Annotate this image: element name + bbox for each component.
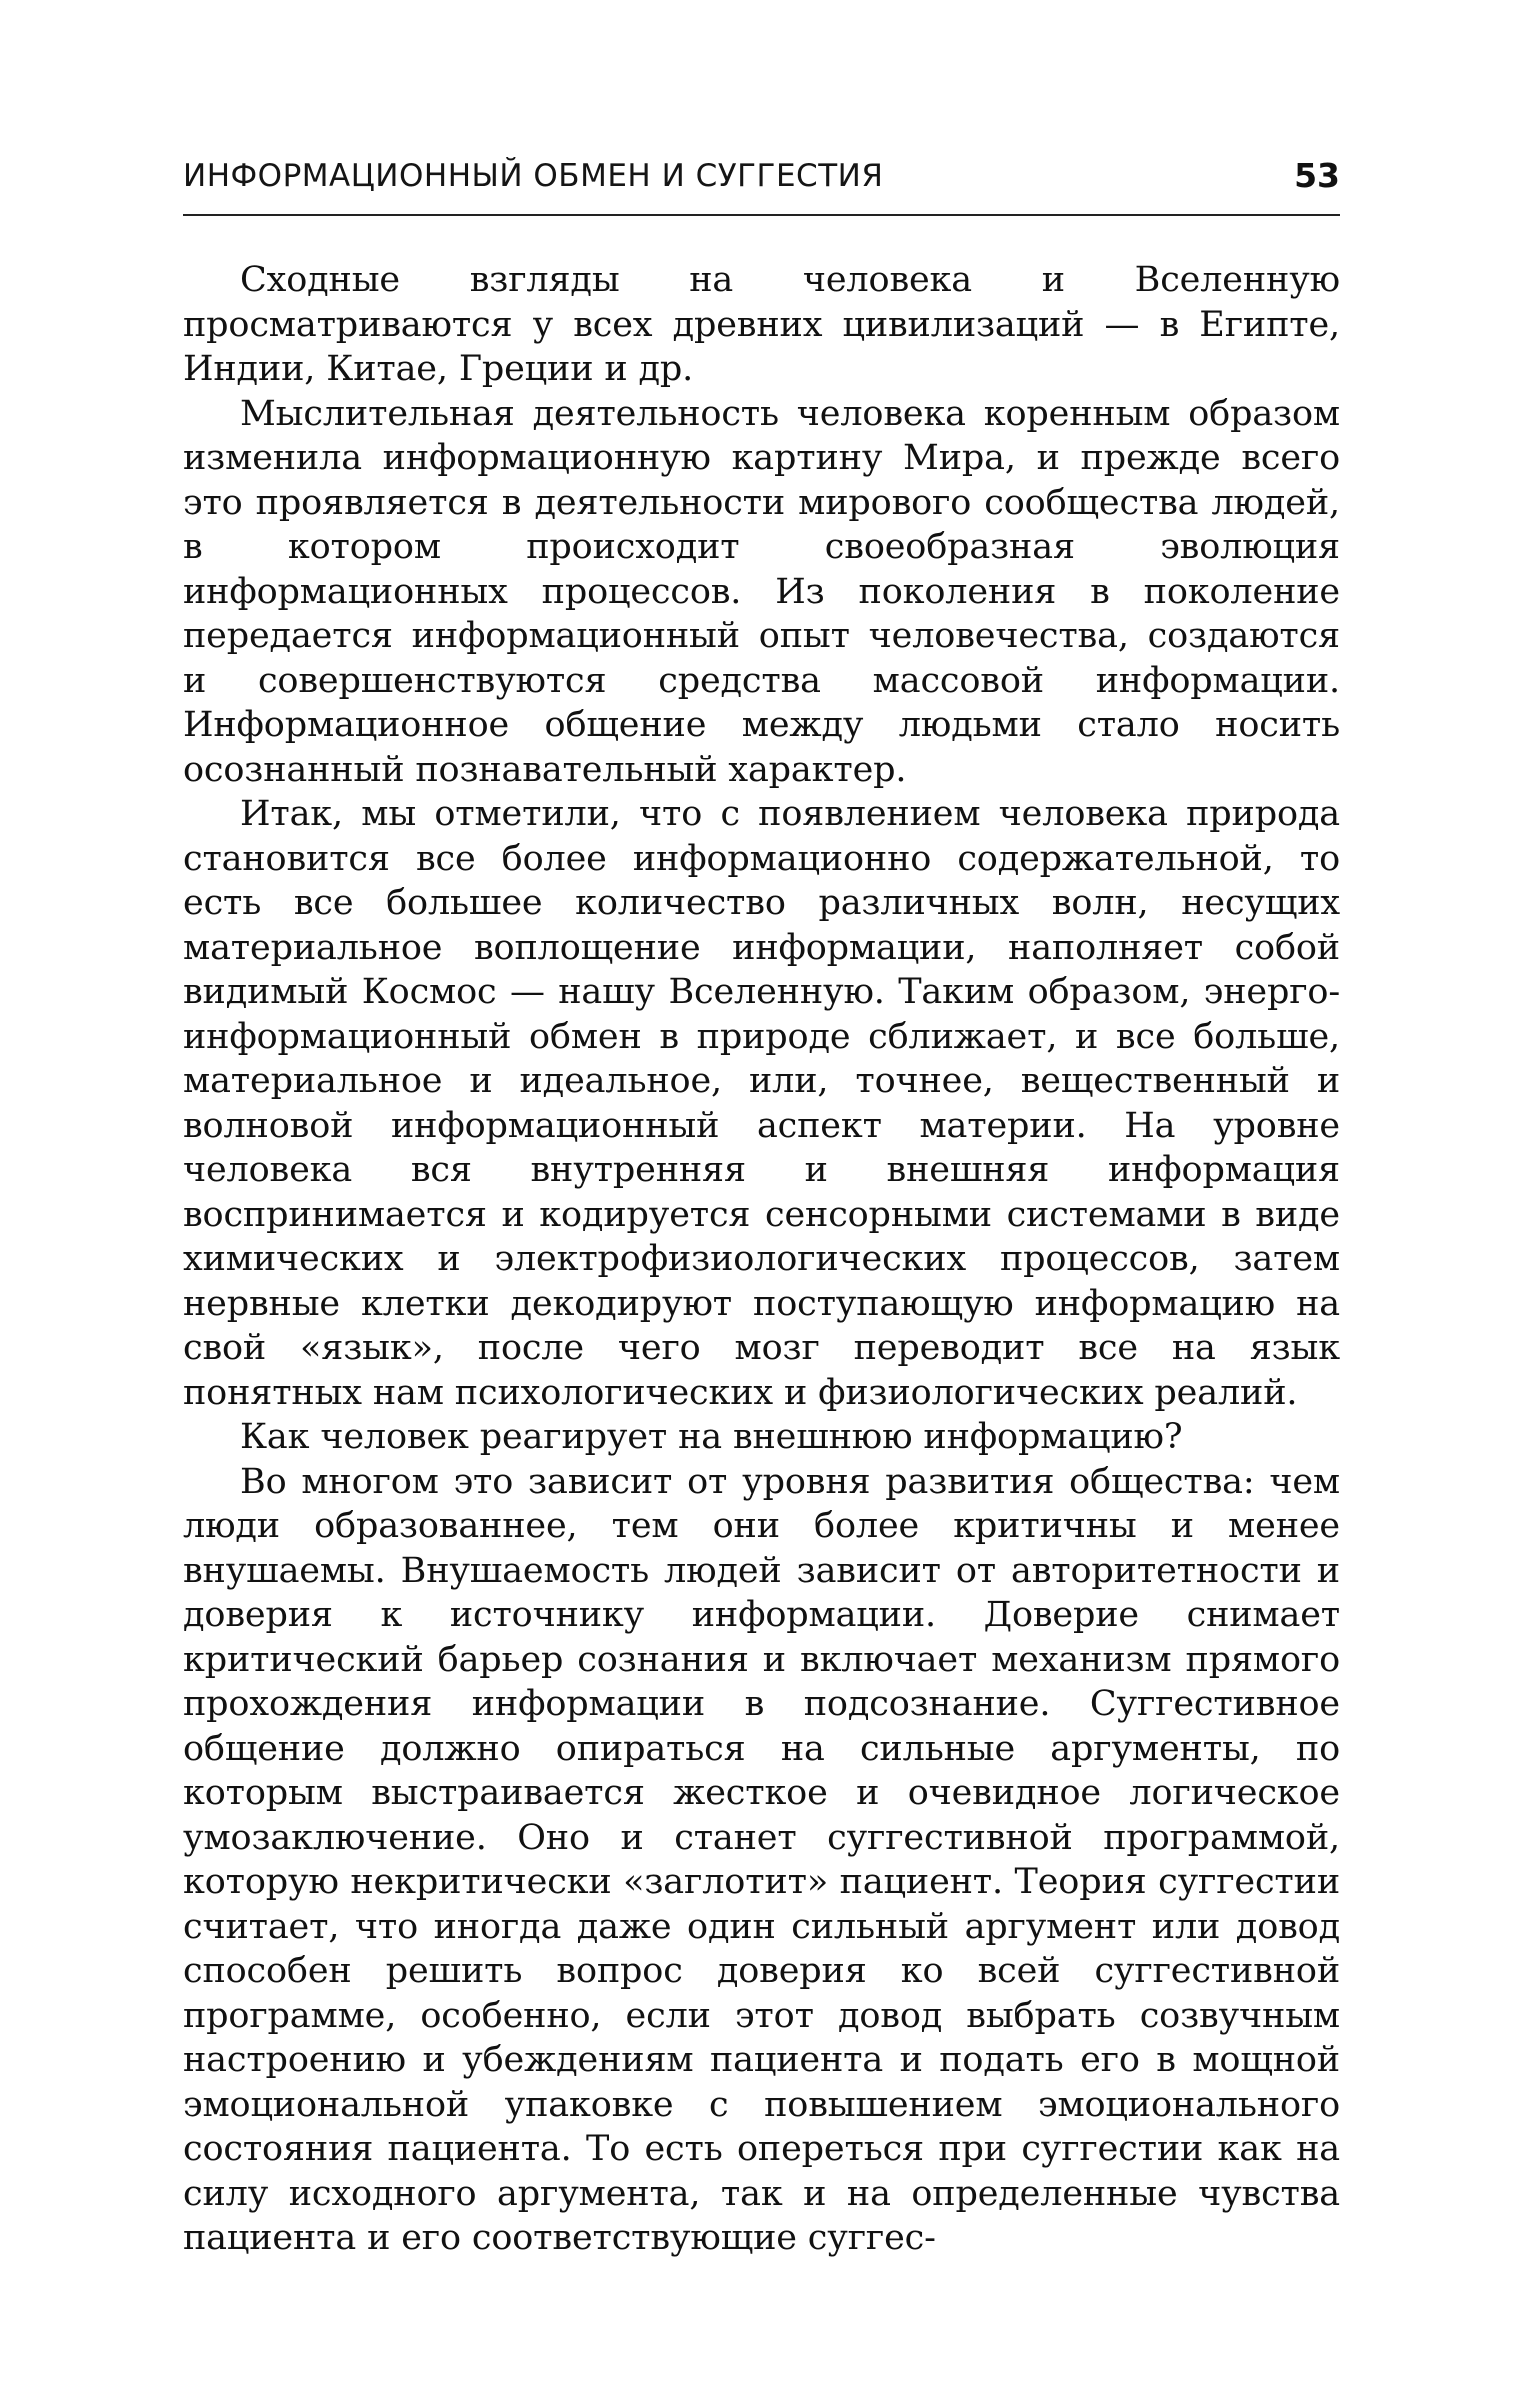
running-head [183, 158, 1340, 208]
paragraph-3: Итак, мы отметили, что с появлением человека природа становится все более информационно содержательной, то есть все большее количество различных волн, несущих материальное воплощение информации, наполняет собой видимый Космос — нашу Вселенную. Таким образом, энерго-информационный обмен в природе сближает, и все больше, материальное и идеальное, или, точнее, вещественный и волновой информационный аспект материи. На уровне человека вся внутренняя и внешняя информация воспринимается и кодируется сенсорными системами в виде химических и электрофизиологических процессов, затем нервные клетки декодируют поступающую информацию на свой «язык», после чего мозг переводит все на язык понятных нам психологических и физиологических реалий. [183, 794, 1340, 1413]
running-title: ИНФОРМАЦИОННЫЙ ОБМЕН И СУГГЕСТИЯ [183, 158, 884, 194]
header-rule [183, 214, 1340, 216]
paragraph-1: Сходные взгляды на человека и Вселенную просматриваются у всех древних цивилизаций — в Египте, Индии, Китае, Греции и др. [183, 260, 1340, 389]
body-text [183, 258, 1340, 2261]
page-number: 53 [1294, 156, 1340, 195]
paragraph-4: Как человек реагирует на внешнюю информацию? [240, 1417, 1183, 1457]
paragraph-2: Мыслительная деятельность человека коренным образом изменила информационную картину Мира, и прежде всего это проявляется в деятельности мирового сообщества людей, в котором происходит своеобразная эволюция информационных процессов. Из поколения в поколение передается информационный опыт человечества, создаются и совершенствуются средства массовой информации. Информационное общение между людьми стало носить осознанный познавательный характер. [183, 393, 1340, 790]
paragraph-5: Во многом это зависит от уровня развития общества: чем люди образованнее, тем они более критичны и менее внушаемы. Внушаемость людей зависит от авторитетности и доверия к источнику информации. Доверие снимает критический барьер сознания и включает механизм прямого прохождения информации в подсознание. Суггестивное общение должно опираться на сильные аргументы, по которым выстраивается жесткое и очевидное логическое умозаключение. Оно и станет суггестивной программой, которую некритически «заглотит» пациент. Теория суггестии считает, что иногда даже один сильный аргумент или довод способен решить вопрос доверия ко всей суггестивной программе, особенно, если этот довод выбрать созвучным настроению и убеждениям пациента и подать его в мощной эмоциональной упаковке с повышением эмоционального состояния пациента. То есть опереться при суггестии как на силу исходного аргумента, так и на определенные чувства пациента и его соответствующие суггес- [183, 1461, 1340, 2258]
